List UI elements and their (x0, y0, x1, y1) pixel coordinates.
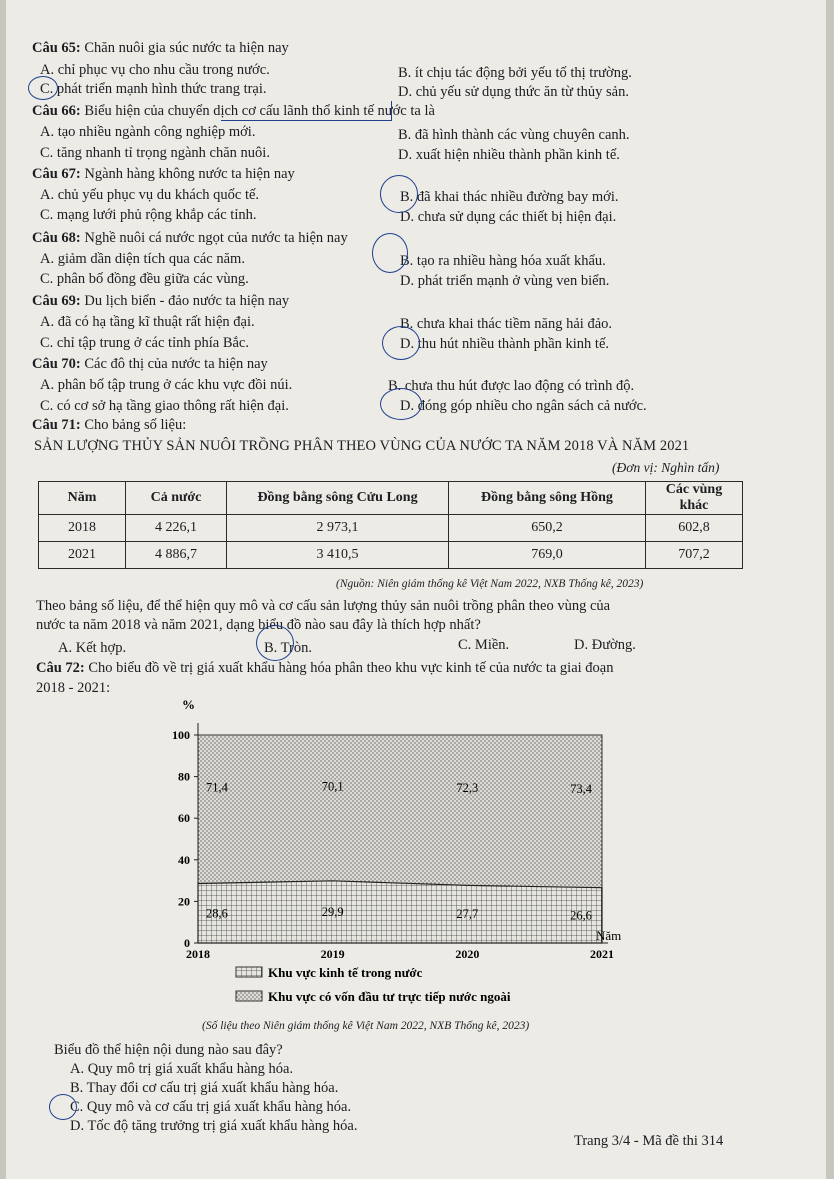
q67-option-a: A. chủ yếu phục vụ du khách quốc tế. (40, 187, 260, 203)
q66-option-d: D. xuất hiện nhiều thành phần kinh tế. (398, 147, 620, 163)
table-cell: 650,2 (449, 515, 646, 542)
q69-option-d: D. thu hút nhiều thành phần kinh tế. (400, 336, 610, 352)
q71-option-a: A. Kết hợp. (58, 640, 127, 656)
table-row (39, 542, 743, 569)
x-axis-title: Năm (596, 928, 622, 943)
q68-stem: Câu 68: Nghề nuôi cá nước ngọt của nước ta hiện nay (32, 230, 348, 246)
table-header-row (39, 482, 743, 515)
q65-stem: Câu 65: Chăn nuôi gia súc nước ta hiện nay (32, 40, 289, 56)
table-header-cell: Đồng bằng sông Hồng (449, 482, 646, 515)
q71-option-c: C. Miền. (458, 637, 510, 653)
export-structure-chart (156, 700, 646, 1010)
q70-stem: Câu 70: Các đô thị của nước ta hiện nay (32, 356, 268, 372)
q65-option-c: C. phát triển mạnh hình thức trang trại. (40, 81, 267, 97)
y-tick-label: 20 (178, 894, 190, 909)
table-row (39, 515, 743, 542)
legend-swatch-fdi (236, 991, 262, 1001)
q69-stem: Câu 69: Du lịch biển - đảo nước ta hiện nay (32, 293, 290, 309)
legend-label-fdi: Khu vực có vốn đầu tư trực tiếp nước ngoài (268, 989, 511, 1004)
q70-option-d: D. đóng góp nhiều cho ngân sách cả nước. (400, 398, 647, 414)
legend-label-domestic: Khu vực kinh tế trong nước (268, 965, 423, 980)
table-unit: (Đơn vị: Nghìn tấn) (612, 460, 720, 475)
q66-stem: Câu 66: Biểu hiện của chuyển dịch cơ cấu lãnh thổ kinh tế nước ta là (32, 103, 435, 119)
q66-option-c: C. tăng nhanh tỉ trọng ngành chăn nuôi. (40, 145, 270, 161)
q69-option-a: A. đã có hạ tầng kĩ thuật rất hiện đại. (40, 314, 255, 330)
table-source: (Nguồn: Niên giám thống kê Việt Nam 2022, NXB Thống kê, 2023) (336, 578, 644, 590)
table-cell: 3 410,5 (227, 542, 449, 569)
q68-option-a: A. giảm dần diện tích qua các năm. (40, 251, 245, 267)
y-tick-label: 0 (184, 936, 190, 950)
q70-option-c: C. có cơ sở hạ tầng giao thông rất hiện đại. (40, 398, 289, 414)
q67-option-b: B. đã khai thác nhiều đường bay mới. (400, 189, 619, 205)
q66-option-a: A. tạo nhiều ngành công nghiệp mới. (40, 124, 256, 140)
q72-question: Biểu đồ thể hiện nội dung nào sau đây? (54, 1042, 283, 1058)
table-cell: 2021 (39, 542, 126, 569)
table-header-cell: Các vùng khác (646, 482, 743, 515)
table-header-cell: Đồng bằng sông Cửu Long (227, 482, 449, 515)
table-title: SẢN LƯỢNG THỦY SẢN NUÔI TRỒNG PHÂN THEO VÙNG CỦA NƯỚC TA NĂM 2018 VÀ NĂM 2021 (34, 438, 690, 454)
pen-circle-mark (380, 175, 418, 213)
q72-stem: Câu 72: Cho biểu đồ về trị giá xuất khẩu hàng hóa phân theo khu vực kinh tế của nước ta giai đoạn (36, 660, 614, 676)
data-label: 70,1 (321, 779, 344, 794)
q72-option-b: B. Thay đổi cơ cấu trị giá xuất khẩu hàng hóa. (70, 1080, 339, 1096)
table-header-cell: Năm (39, 482, 126, 515)
y-axis-unit: % (182, 700, 195, 712)
q66-option-b: B. đã hình thành các vùng chuyên canh. (398, 127, 630, 143)
data-label: 73,4 (570, 782, 592, 797)
page-footer: Trang 3/4 - Mã đề thi 314 (574, 1133, 724, 1149)
q72-option-c: C. Quy mô và cơ cấu trị giá xuất khẩu hàng hóa. (70, 1099, 352, 1115)
table-cell: 4 886,7 (126, 542, 227, 569)
y-tick-label: 80 (178, 769, 190, 784)
q68-option-b: B. tạo ra nhiều hàng hóa xuất khẩu. (400, 253, 606, 269)
q72-stem-line2: 2018 - 2021: (36, 680, 111, 696)
q70-option-b: B. chưa thu hút được lao động có trình độ. (388, 378, 635, 394)
q67-stem: Câu 67: Ngành hàng không nước ta hiện nay (32, 166, 295, 182)
chart-source: (Số liệu theo Niên giám thống kê Việt Nam 2022, NXB Thống kê, 2023) (202, 1020, 530, 1032)
data-label: 71,4 (206, 780, 228, 795)
pen-circle-mark (372, 233, 408, 273)
q71-prompt-line2: nước ta năm 2018 và năm 2021, dạng biểu đồ nào sau đây là thích hợp nhất? (36, 617, 481, 633)
q68-option-d: D. phát triển mạnh ở vùng ven biển. (400, 273, 610, 289)
q70-option-a: A. phân bố tập trung ở các khu vực đồi núi. (40, 377, 293, 393)
legend-swatch-domestic (236, 967, 262, 977)
x-tick-label: 2018 (186, 947, 210, 961)
table-cell: 2 973,1 (227, 515, 449, 542)
q71-option-b: B. Tròn. (264, 640, 312, 656)
data-label: 29,9 (321, 904, 344, 919)
q72-option-a: A. Quy mô trị giá xuất khẩu hàng hóa. (70, 1061, 294, 1077)
fishery-table (38, 481, 743, 569)
data-label: 27,7 (456, 907, 479, 922)
table-cell: 769,0 (449, 542, 646, 569)
x-tick-label: 2019 (320, 947, 345, 961)
q69-option-c: C. chỉ tập trung ở các tỉnh phía Bắc. (40, 335, 249, 351)
pen-circle-mark (380, 388, 422, 420)
q72-option-d: D. Tốc độ tăng trưởng trị giá xuất khẩu hàng hóa. (70, 1118, 358, 1134)
y-tick-label: 100 (172, 728, 190, 742)
table-cell: 602,8 (646, 515, 743, 542)
q65-option-b: B. ít chịu tác động bởi yếu tố thị trường. (398, 65, 632, 81)
data-label: 26,6 (570, 908, 592, 923)
q71-stem: Câu 71: Cho bảng số liệu: (32, 417, 187, 433)
pen-circle-mark (49, 1094, 77, 1120)
exam-page (6, 0, 826, 1179)
table-cell: 707,2 (646, 542, 743, 569)
q65-option-a: A. chỉ phục vụ cho nhu cầu trong nước. (40, 62, 270, 78)
table-cell: 2018 (39, 515, 126, 542)
table-header-cell: Cả nước (126, 482, 227, 515)
table-cell: 4 226,1 (126, 515, 227, 542)
q68-option-c: C. phân bố đồng đều giữa các vùng. (40, 271, 249, 287)
x-tick-label: 2020 (455, 947, 480, 961)
pen-circle-mark (382, 326, 420, 360)
pen-circle-mark (28, 76, 58, 100)
q69-option-b: B. chưa khai thác tiềm năng hải đảo. (400, 316, 612, 332)
pen-underline-mark (221, 101, 392, 121)
q65-option-d: D. chủ yếu sử dụng thức ăn từ thủy sản. (398, 84, 629, 100)
data-label: 28,6 (206, 906, 228, 921)
x-tick-label: 2021 (590, 947, 614, 961)
q71-prompt-line1: Theo bảng số liệu, để thể hiện quy mô và cơ cấu sản lượng thủy sản nuôi trồng phân theo vùng của (36, 598, 611, 614)
area-domestic (198, 881, 602, 943)
data-label: 72,3 (456, 781, 479, 796)
q67-option-c: C. mạng lưới phủ rộng khắp các tỉnh. (40, 207, 257, 223)
y-tick-label: 40 (178, 852, 190, 867)
y-tick-label: 60 (178, 811, 190, 826)
pen-circle-mark (256, 625, 294, 661)
q67-option-d: D. chưa sử dụng các thiết bị hiện đại. (400, 209, 617, 225)
q71-option-d: D. Đường. (574, 637, 636, 653)
